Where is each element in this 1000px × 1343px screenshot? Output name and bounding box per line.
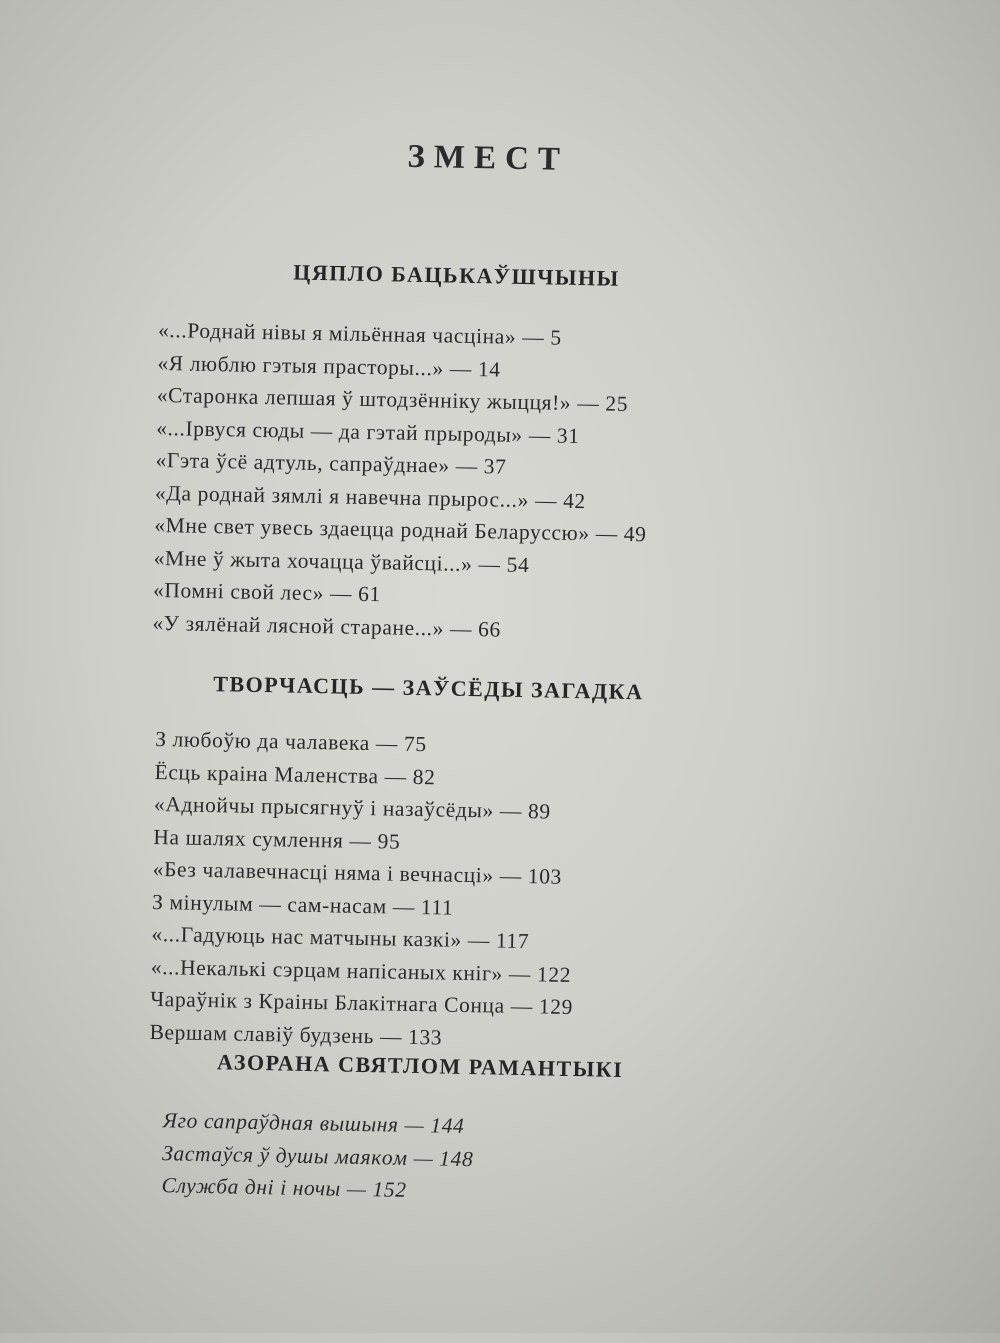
toc-entry-dash: — — [449, 616, 473, 641]
toc-entry-page-number: 31 — [556, 423, 580, 448]
toc-entry-page-number: 66 — [477, 616, 502, 642]
toc-entry-title: «Мне ў жыта хочацца ўвайсці...» — [153, 545, 473, 576]
section-heading: АЗОРАНА СВЯТЛОМ РАМАНТЫКІ — [216, 1049, 624, 1083]
toc-entry-page-number: 25 — [605, 391, 629, 416]
toc-entry-dash: — — [449, 356, 473, 381]
toc-entry-page-number: 152 — [372, 1177, 407, 1202]
toc-entry-page-number: 129 — [538, 994, 574, 1020]
toc-entry-title: Чараўнік з Краіны Блакітнага Сонца — [150, 986, 506, 1018]
toc-entry-title: «Аднойчы прысягнуў і назаўсёды» — [153, 791, 495, 823]
toc-entry-page-number: 82 — [412, 764, 436, 789]
toc-entry-page-number: 122 — [536, 961, 572, 987]
toc-entry-title: «...Некалькі сэрцам напісаных кніг» — [150, 954, 504, 986]
toc-entry-title: «...Ірвуся сюды — да гэтай прыроды» — [155, 415, 523, 447]
toc-entry-title: «Мне свет увесь здаецца роднай Беларуссю» — [154, 512, 590, 546]
toc-entry-page-number: 148 — [439, 1146, 474, 1171]
toc-entry-dash: — — [522, 324, 545, 350]
toc-entry-dash: — — [349, 828, 372, 853]
toc-entry-title: З любоўю да чалавека — [155, 726, 371, 756]
toc-entry-title: Застаўся ў душы маякoм — [162, 1140, 408, 1170]
toc-entry-page-number: 117 — [495, 928, 530, 954]
toc-entry-dash: — — [375, 731, 399, 756]
page-title: ЗМЕСТ — [407, 138, 570, 178]
toc-entry-page-number: 37 — [483, 454, 507, 479]
toc-entry-page-number: 95 — [377, 828, 401, 854]
toc-entry-page-number: 103 — [527, 864, 563, 889]
toc-entry-title: «Без чалавечнасці няма і вечнасці» — [152, 856, 494, 888]
toc-entry-page-number: 54 — [506, 552, 530, 577]
toc-entry-title: «Гэта ўсё адтуль, сапраўднае» — [155, 447, 450, 478]
toc-section-list — [152, 314, 650, 648]
toc-entry-dash: — — [534, 487, 558, 513]
section-heading: ЦЯПЛО БАЦЬКАЎШЧЫНЫ — [292, 259, 620, 291]
toc-entry — [161, 1169, 473, 1207]
section-heading: ТВОРЧАСЦЬ — ЗАЎСЁДЫ ЗАГАДКА — [213, 671, 644, 705]
toc-entry-title: З мінулым — сам-насам — [151, 889, 388, 918]
toc-entry-title: «Помні свой лес» — [152, 577, 325, 606]
toc-section-list — [149, 723, 578, 1056]
toc-entry-dash: — — [528, 422, 552, 448]
toc-entry-dash: — — [508, 961, 532, 986]
toc-entry-dash: — — [478, 551, 501, 577]
toc-entry-title: Вершам славіў будзень — [149, 1019, 375, 1048]
toc-entry-title: На шалях сумлення — [153, 824, 344, 853]
toc-entry-dash: — — [499, 863, 523, 889]
toc-entry-title: «Да роднай зямлі я навечна прырос...» — [154, 480, 530, 512]
toc-entry-title: «У зялёнай лясной старане...» — [152, 610, 445, 640]
toc-entry-title: Ёсць краіна Маленства — [154, 759, 379, 788]
toc-entry-page-number: 5 — [550, 325, 562, 350]
toc-entry-page-number: 111 — [420, 894, 454, 920]
toc-entry-dash: — — [346, 1176, 367, 1202]
toc-entry-dash: — — [384, 763, 407, 789]
toc-entry — [163, 1104, 475, 1142]
toc-entry-dash: — — [392, 894, 416, 919]
toc-entry-dash: — — [510, 993, 534, 1019]
toc-entry-dash: — — [329, 581, 353, 606]
toc-entry-dash: — — [455, 453, 479, 479]
toc-entry-page-number: 61 — [357, 581, 382, 607]
toc-entry-dash: — — [499, 798, 523, 824]
toc-entry-page-number: 144 — [430, 1113, 465, 1138]
toc-entry-title: «...Роднай нівы я мільённая часціна» — [157, 317, 517, 349]
toc-entry-page-number: 89 — [527, 799, 551, 824]
toc-section-list — [161, 1104, 474, 1207]
toc-entry-title: «Старонка лепшая ў штодзённіку жыцця!» — [156, 382, 572, 415]
toc-entry-dash: — — [595, 521, 619, 546]
toc-entry-dash: — — [404, 1112, 425, 1138]
toc-entry-title: Яго сапраўдная вышыня — [162, 1108, 399, 1137]
toc-entry-dash: — — [413, 1145, 434, 1170]
toc-entry-page-number: 42 — [562, 488, 587, 513]
toc-entry-page-number: 49 — [623, 521, 647, 547]
toc-entry-page-number: 75 — [403, 731, 427, 757]
toc-entry-page-number: 133 — [407, 1024, 443, 1050]
toc-entry-title: «...Гадуюць нас матчыны казкі» — [151, 921, 463, 952]
toc-entry-title: «Я люблю гэтыя прасторы...» — [157, 350, 445, 380]
toc-entry-dash: — — [577, 391, 600, 416]
toc-entry-dash: — — [467, 928, 491, 953]
toc-entry-title: Служба дні і ночы — [161, 1173, 342, 1201]
toc-entry-dash: — — [379, 1023, 403, 1049]
toc-entry-page-number: 14 — [477, 356, 501, 382]
